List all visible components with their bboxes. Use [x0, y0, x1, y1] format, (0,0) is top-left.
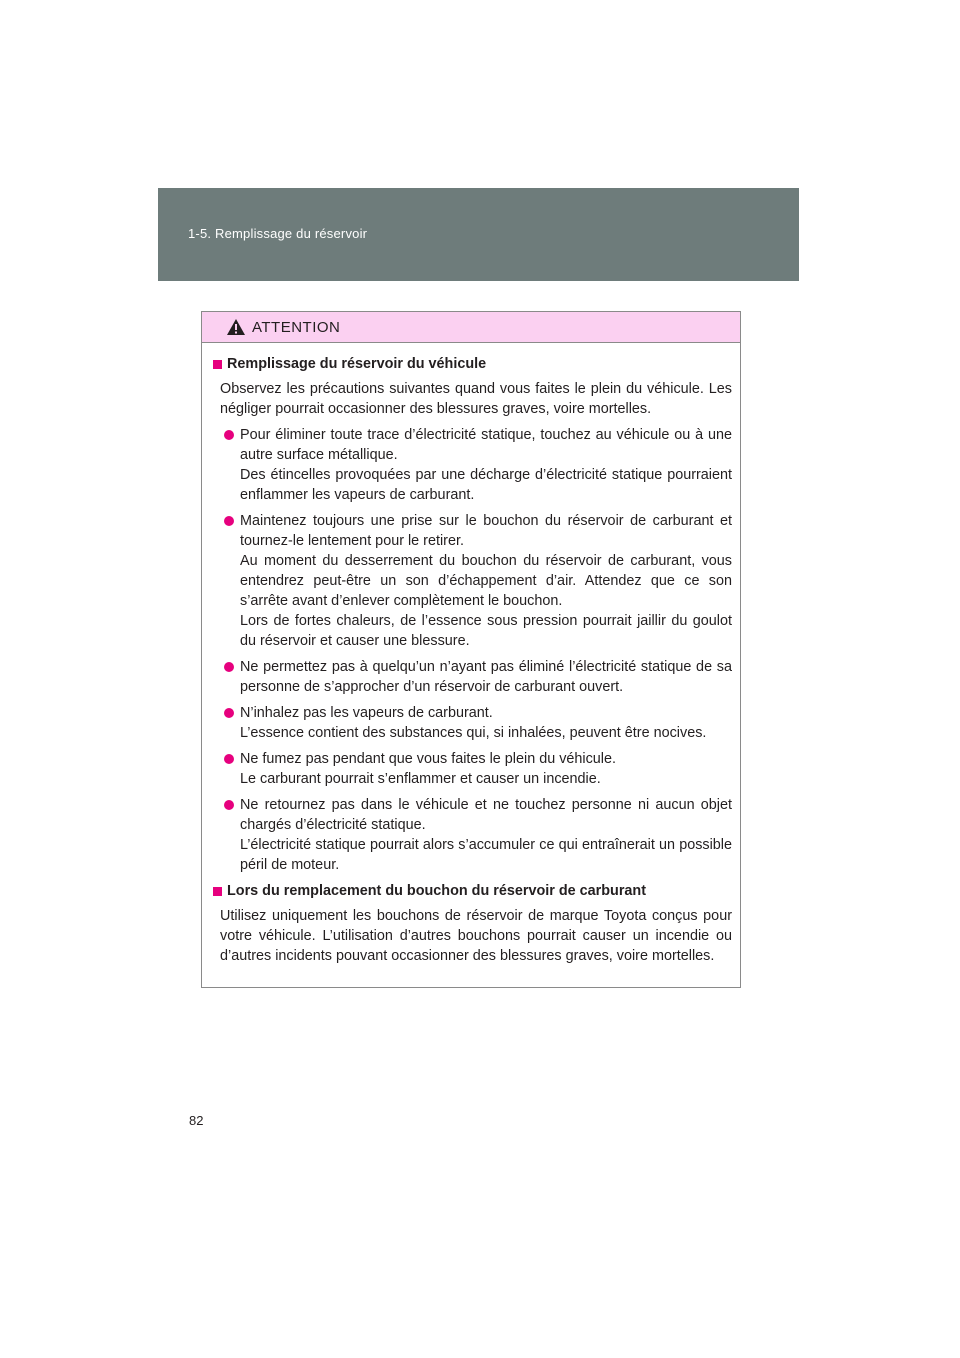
section-paragraph: Utilisez uniquement les bouchons de réservoir de marque Toyota conçus pour votre véhicule. L’utilisation d’autres bouchons pourrait causer un incendie ou d’autres incidents pouvant occasionner des blessures graves, voire mortelles. — [220, 908, 732, 964]
bullet-line: N’inhalez pas les vapeurs de carburant. — [240, 705, 493, 721]
bullet-line: L’électricité statique pourrait alors s’accumuler ce qui entraînerait un possible péril de moteur. — [240, 837, 732, 873]
warning-box — [201, 311, 741, 988]
warning-label: ATTENTION — [252, 318, 341, 336]
page-number: 82 — [189, 1113, 204, 1128]
square-bullet-icon — [213, 360, 222, 369]
bullet-line: Pour éliminer toute trace d’électricité statique, touchez au véhicule ou à une autre surface métallique. — [240, 427, 732, 463]
section-title: 1-5. Remplissage du réservoir — [188, 226, 368, 241]
circle-bullet-icon — [224, 662, 234, 672]
list-item — [224, 425, 732, 505]
circle-bullet-icon — [224, 708, 234, 718]
bullet-line: Le carburant pourrait s’enflammer et causer un incendie. — [240, 771, 601, 787]
circle-bullet-icon — [224, 754, 234, 764]
list-item — [224, 657, 732, 697]
bullet-line: Au moment du desserrement du bouchon du réservoir de carburant, vous entendrez peut-être un son d’échappement d’air. Attendez que ce son s’arrête avant d’enlever complètement le bouchon. — [240, 553, 732, 609]
intro-paragraph: Observez les précautions suivantes quand vous faites le plein du véhicule. Les négliger pourrait occasionner des blessures graves, voire mortelles. — [220, 381, 732, 417]
list-item — [224, 749, 732, 789]
bullet-line: Des étincelles provoquées par une décharge d’électricité statique pourraient enflammer les vapeurs de carburant. — [240, 467, 732, 503]
section-heading-text: Remplissage du réservoir du véhicule — [227, 356, 487, 372]
warning-body — [202, 343, 740, 966]
list-item — [224, 511, 732, 651]
section-heading — [213, 881, 732, 901]
bullet-line: Ne retournez pas dans le véhicule et ne touchez personne ni aucun objet chargés d’électricité statique. — [240, 797, 732, 833]
bullet-line: Ne fumez pas pendant que vous faites le plein du véhicule. — [240, 751, 616, 767]
list-item — [224, 795, 732, 875]
bullet-line: Ne permettez pas à quelqu’un n’ayant pas éliminé l’électricité statique de sa personne de s’approcher d’un réservoir de carburant ouvert. — [240, 659, 732, 695]
circle-bullet-icon — [224, 800, 234, 810]
bullet-line: Maintenez toujours une prise sur le bouchon du réservoir de carburant et tournez-le lentement pour le retirer. — [240, 513, 732, 549]
bullet-line: Lors de fortes chaleurs, de l’essence sous pression pourrait jaillir du goulot du réservoir et causer une blessure. — [240, 613, 732, 649]
section-header-band — [158, 188, 799, 281]
square-bullet-icon — [213, 887, 222, 896]
warning-header — [202, 312, 740, 343]
section-heading — [213, 354, 732, 374]
bullet-line: L’essence contient des substances qui, si inhalées, peuvent être nocives. — [240, 725, 707, 741]
section-heading-text: Lors du remplacement du bouchon du réservoir de carburant — [227, 883, 647, 899]
circle-bullet-icon — [224, 430, 234, 440]
list-item — [224, 703, 732, 743]
warning-triangle-icon — [226, 318, 246, 336]
circle-bullet-icon — [224, 516, 234, 526]
